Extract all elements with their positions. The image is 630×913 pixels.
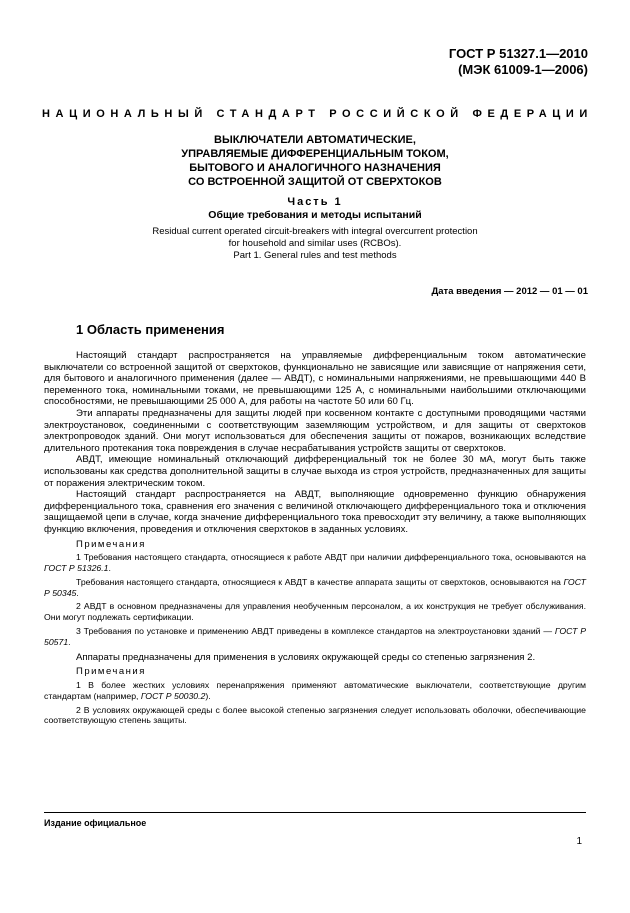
- title-line: ВЫКЛЮЧАТЕЛИ АВТОМАТИЧЕСКИЕ,: [214, 134, 416, 146]
- section-title: 1 Область применения: [76, 322, 225, 337]
- english-title-line: Part 1. General rules and test methods: [233, 250, 397, 261]
- note-item: [44, 552, 586, 574]
- section-body: [44, 350, 586, 729]
- footer-divider: [44, 812, 586, 813]
- title-line: СО ВСТРОЕННОЙ ЗАЩИТОЙ ОТ СВЕРХТОКОВ: [188, 176, 442, 188]
- note-tail: .: [76, 587, 79, 598]
- note-text: 1 Требования настоящего стандарта, относящиеся к работе АВДТ при наличии дифференциального тока, основываются на: [76, 552, 586, 563]
- standard-reference: ГОСТ Р 50571: [44, 626, 586, 647]
- page-number: 1: [576, 836, 582, 847]
- official-edition-label: Издание официальное: [44, 818, 147, 828]
- english-title: [42, 226, 588, 262]
- note-item: [44, 626, 586, 648]
- paragraph: Настоящий стандарт распространяется на АВДТ, выполняющие одновременно функцию обнаружения дифференциального тока, сравнения его значения с величиной отключающего дифференциального тока и отключения защищаемой цепи в случае, когда значение дифференциального тока превосходит эту величину, а также выполняющих функцию включения, проведения и отключения сверхтоков в заданных условиях.: [44, 489, 586, 535]
- national-standard-heading: НАЦИОНАЛЬНЫЙ СТАНДАРТ РОССИЙСКОЙ ФЕДЕРАЦИИ: [42, 108, 593, 120]
- note-item: [44, 577, 586, 599]
- standard-reference: ГОСТ Р 50030.2: [140, 690, 206, 701]
- iec-number: (МЭК 61009-1—2006): [458, 62, 588, 77]
- note-item: [44, 680, 586, 702]
- notes-heading: Примечания: [76, 538, 146, 550]
- note-text: 1 В более жестких условиях перенапряжения применяют автоматические выключатели, соответствующие другим стандартам (например,: [44, 680, 586, 701]
- note-text: Требования настоящего стандарта, относящиеся к АВДТ в качестве аппарата защиты от сверхтоков, основываются на: [76, 576, 564, 587]
- introduction-date: Дата введения — 2012 — 01 — 01: [431, 286, 588, 297]
- paragraph: АВДТ, имеющие номинальный отключающий дифференциальный ток не более 30 мА, могут быть также использованы как средства дополнительной защиты в случае выхода из строя устройств, предназначенных для защиты от поражения электрическим током.: [44, 454, 586, 489]
- notes-block: [44, 667, 586, 726]
- title-line: УПРАВЛЯЕМЫЕ ДИФФЕРЕНЦИАЛЬНЫМ ТОКОМ,: [181, 148, 449, 160]
- paragraph: Настоящий стандарт распространяется на управляемые дифференциальным током автоматические выключатели со встроенной защитой от сверхтоков, функционально не зависящие или зависящие от напряжения сети, для бытового и аналогичного применения (далее — АВДТ), с номинальными напряжениями, не превышающими 440 В переменного тока, номинальными токами, не превышающими 125 А, с номинальными наибольшими отключающими способностями, не превышающими 25 000 А, для работы на частоте 50 или 60 Гц.: [44, 350, 586, 408]
- note-item: [44, 705, 586, 727]
- part-label: Часть 1: [287, 196, 343, 208]
- standard-identifier: [449, 46, 588, 78]
- part-title: Общие требования и методы испытаний: [208, 209, 422, 221]
- english-title-line: Residual current operated circuit-breakers with integral overcurrent protection: [152, 226, 478, 237]
- paragraph: Эти аппараты предназначены для защиты людей при косвенном контакте с доступными проводящими частями электроустановок, соединенными с соответствующим заземляющим устройством, и для защиты от сверхтоков электропроводок зданий. Они могут использоваться для обеспечения защиты от пожаров, возникающих вследствие длительного протекания тока повреждения в случае несрабатывания устройств защиты от сверхтоков.: [44, 407, 586, 454]
- paragraph: Аппараты предназначены для применения в условиях окружающей среды со степенью загрязнения 2.: [76, 651, 536, 663]
- standard-number: ГОСТ Р 51327.1—2010: [448, 46, 588, 61]
- english-title-line: for household and similar uses (RCBOs).: [228, 238, 402, 249]
- notes-block: [44, 540, 586, 648]
- note-text: 2 В условиях окружающей среды с более высокой степенью загрязнения следует использовать оболочки, обеспечивающие соответствующую степень защиты.: [44, 704, 586, 726]
- standard-reference: ГОСТ Р 50345: [44, 576, 586, 598]
- note-tail: .: [68, 636, 71, 647]
- notes-heading: Примечания: [76, 666, 146, 678]
- note-tail: .: [108, 563, 111, 574]
- note-tail: ).: [205, 690, 211, 701]
- document-title: [42, 133, 588, 189]
- standard-reference: ГОСТ Р 51326.1: [44, 563, 109, 574]
- title-line: БЫТОВОГО И АНАЛОГИЧНОГО НАЗНАЧЕНИЯ: [189, 162, 441, 174]
- note-item: [44, 601, 586, 623]
- note-text: 2 АВДТ в основном предназначены для управления необученным персоналом, а их конструкция не требует обслуживания. Они могут подлежать сертификации.: [44, 601, 586, 623]
- note-text: 3 Требования по установке и применению АВДТ приведены в комплексе стандартов на электроустановки зданий —: [76, 626, 555, 637]
